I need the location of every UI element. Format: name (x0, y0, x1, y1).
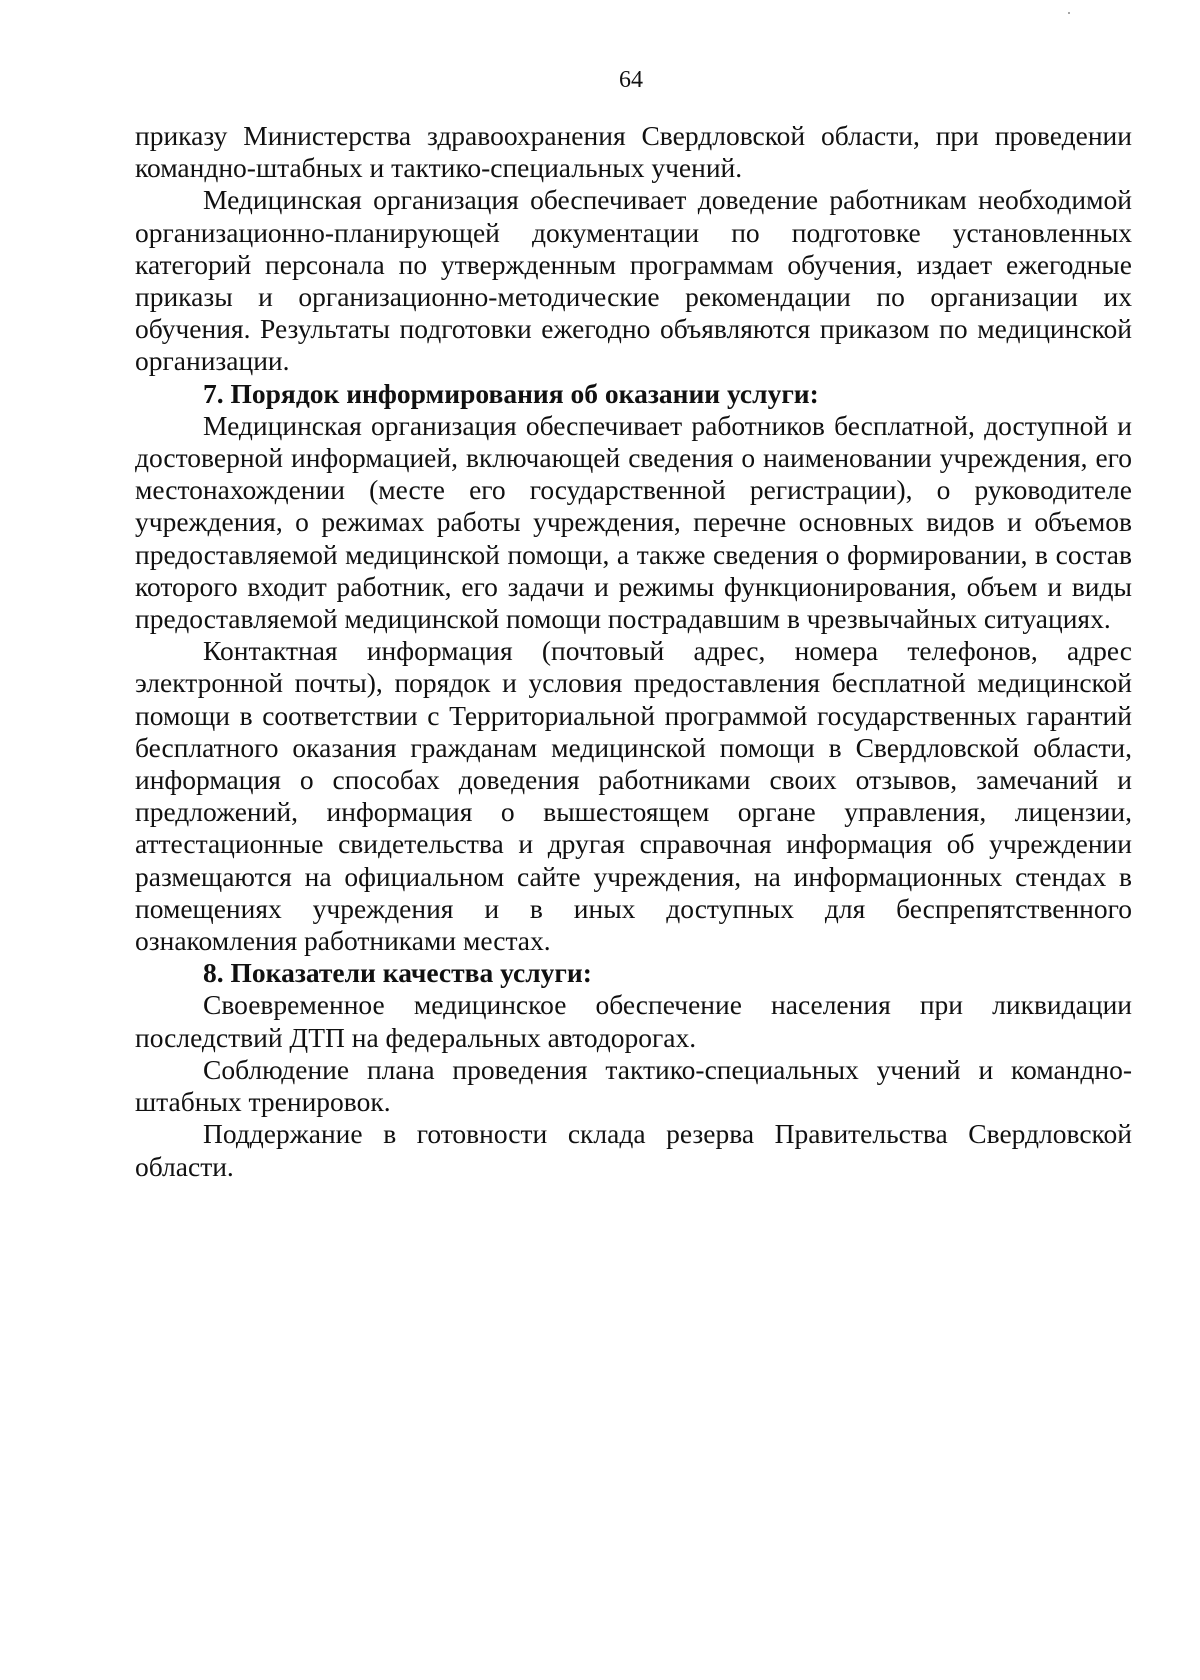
paragraph-contact-information: Контактная информация (почтовый адрес, номера телефонов, адрес электронной почты), порядок и условия предоставления бесплатной медицинской помощи в соответствии с Территориальной программой государственных гарантий бесплатного оказания гражданам медицинской помощи в Свердловской области, информация о способах доведения работниками своих отзывов, замечаний и предложений, информация о вышестоящем органе управления, лицензии, аттестационные свидетельства и другая справочная информация об учреждении размещаются на официальном сайте учреждения, на информационных стендах в помещениях учреждения и в иных доступных для беспрепятственного ознакомления работниками местах. (135, 635, 1132, 957)
paragraph-information-provision: Медицинская организация обеспечивает работников бесплатной, доступной и достоверной информацией, включающей сведения о наименовании учреждения, его местонахождении (месте его государственной регистрации), о руководителе учреждения, о режимах работы учреждения, перечне основных видов и объемов предоставляемой медицинской помощи, а также сведения о формировании, в состав которого входит работник, его задачи и режимы функционирования, объем и виды предоставляемой медицинской помощи пострадавшим в чрезвычайных ситуациях. (135, 409, 1132, 635)
paragraph-quality-timely-support: Своевременное медицинское обеспечение населения при ликвидации последствий ДТП на федеральных автодорогах. (135, 989, 1132, 1053)
section-heading-8: 8. Показатели качества услуги: (203, 957, 592, 989)
paragraph-continuation: приказу Министерства здравоохранения Свердловской области, при проведении командно-штабных и тактико-специальных учений. (135, 120, 1132, 184)
section-heading-7: 7. Порядок информирования об оказании услуги: (203, 377, 819, 409)
document-body (135, 120, 1132, 1183)
paragraph-quality-reserve-readiness: Поддержание в готовности склада резерва Правительства Свердловской области. (135, 1118, 1132, 1182)
paragraph-training-documentation: Медицинская организация обеспечивает доведение работникам необходимой организационно-планирующей документации по подготовке установленных категорий персонала по утвержденным программам обучения, издает ежегодные приказы и организационно-методические рекомендации по организации их обучения. Результаты подготовки ежегодно объявляются приказом по медицинской организации. (135, 184, 1132, 377)
paragraph-quality-exercise-plan: Соблюдение плана проведения тактико-специальных учений и командно-штабных тренировок. (135, 1053, 1132, 1118)
scan-speck (1068, 12, 1070, 14)
page-number: 64 (619, 67, 643, 93)
